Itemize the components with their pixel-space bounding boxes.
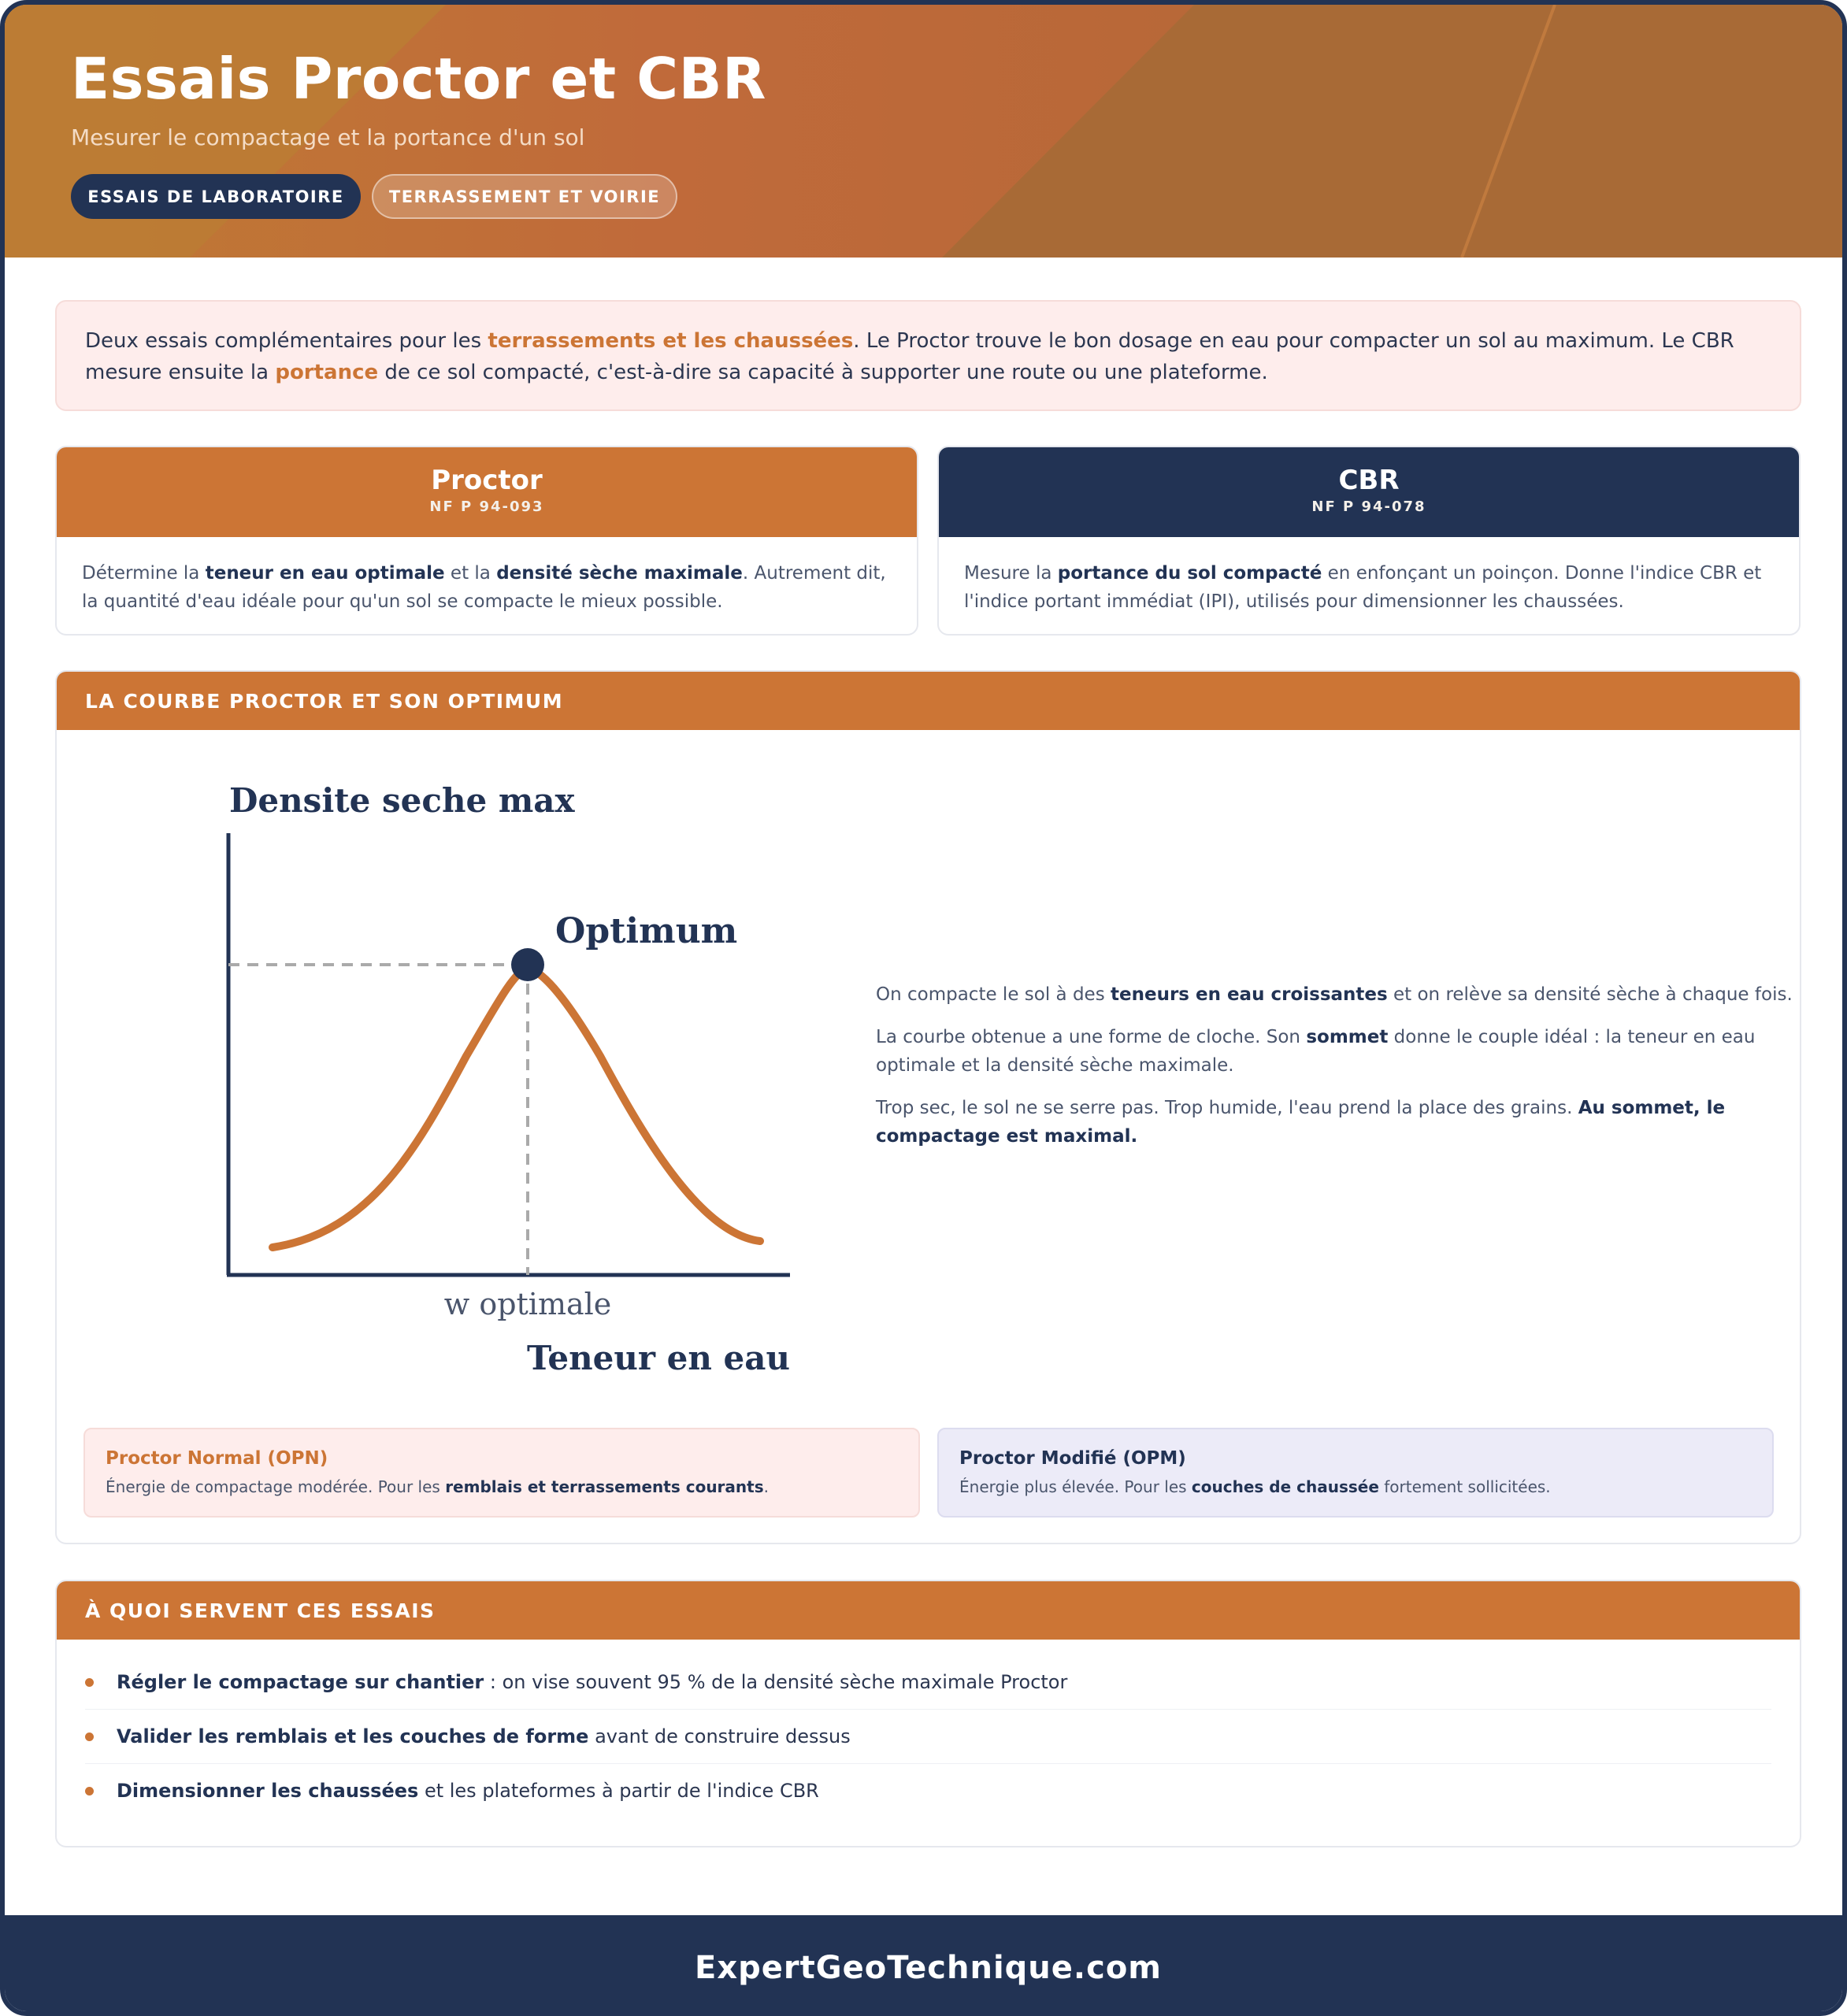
expl-bold: teneurs en eau croissantes xyxy=(1111,984,1388,1005)
bullet-icon xyxy=(85,1787,94,1796)
tag-terrassement: TERRASSEMENT ET VOIRIE xyxy=(372,174,677,219)
opm-title: Proctor Modifié (OPM) xyxy=(959,1448,1186,1469)
curve-section-title: LA COURBE PROCTOR ET SON OPTIMUM xyxy=(57,672,1800,730)
proctor-card-header xyxy=(57,447,917,537)
footer-brand: ExpertGeoTechnique.com xyxy=(5,1915,1847,2016)
w-optimal-label: w optimale xyxy=(443,1287,612,1321)
use-text: : on vise souvent 95 % de la densité sèche maximale Proctor xyxy=(484,1671,1068,1693)
opm-text: Énergie plus élevée. Pour les xyxy=(959,1477,1192,1496)
page-subtitle: Mesurer le compactage et la portance d'un sol xyxy=(71,124,585,150)
use-bold: Valider les remblais et les couches de forme xyxy=(117,1725,589,1747)
expl-text: On compacte le sol à des xyxy=(876,984,1111,1005)
cbr-title: CBR xyxy=(1338,465,1400,496)
opn-text: Énergie de compactage modérée. Pour les xyxy=(106,1477,446,1496)
uses-section-title: À QUOI SERVENT CES ESSAIS xyxy=(57,1581,1800,1640)
bullet-icon xyxy=(85,1678,94,1687)
use-text: avant de construire dessus xyxy=(588,1725,851,1747)
cbr-description xyxy=(939,537,1799,636)
proctor-description xyxy=(57,537,917,636)
expl-bold: sommet xyxy=(1306,1027,1389,1047)
cbr-bold: portance du sol compacté xyxy=(1057,563,1322,584)
cbr-card-header xyxy=(939,447,1799,537)
intro-highlight-portance: portance xyxy=(275,361,379,384)
proctor-bold: teneur en eau optimale xyxy=(205,563,445,584)
intro-text: de ce sol compacté, c'est-à-dire sa capacité à supporter une route ou une plateforme. xyxy=(378,361,1268,384)
proctor-title: Proctor xyxy=(431,465,543,496)
cbr-text: en enfonçant un poinçon. Donne l'indice CBR et l'indice portant immédiat (IPI), utilisés pour dimensionner les chaussées. xyxy=(964,563,1762,612)
proctor-modifie-box xyxy=(937,1428,1774,1518)
opm-text: fortement sollicitées. xyxy=(1378,1477,1551,1496)
explanation-paragraph-3 xyxy=(876,1094,1801,1151)
opm-description xyxy=(959,1475,1752,1499)
explanation-paragraph-2 xyxy=(876,1023,1801,1080)
expl-text: Trop sec, le sol ne se serre pas. Trop humide, l'eau prend la place des grains. xyxy=(876,1098,1578,1118)
opm-bold: couches de chaussée xyxy=(1191,1477,1379,1496)
cbr-text: Mesure la xyxy=(964,563,1058,584)
page-title: Essais Proctor et CBR xyxy=(71,46,766,112)
optimum-label: Optimum xyxy=(555,911,738,951)
intro-text: Deux essais complémentaires pour les xyxy=(85,329,488,353)
proctor-normal-box xyxy=(83,1428,920,1518)
expl-text: et on relève sa densité sèche à chaque fois. xyxy=(1387,984,1793,1005)
proctor-curve-section xyxy=(55,670,1801,1544)
expl-text: La courbe obtenue a une forme de cloche. Son xyxy=(876,1027,1307,1047)
proctor-card xyxy=(55,446,918,636)
proctor-text: Détermine la xyxy=(82,563,206,584)
intro-box xyxy=(55,300,1801,411)
opn-text: . xyxy=(763,1477,769,1496)
expl-bold: Au sommet, le compactage est maximal. xyxy=(876,1098,1726,1147)
proctor-bold: densité sèche maximale xyxy=(496,563,743,584)
expl-text: donne le couple idéal : la teneur en eau optimale et la densité sèche maximale. xyxy=(876,1027,1756,1076)
intro-text: . Le Proctor trouve le bon dosage en eau pour compacter un sol au maximum. Le CBR mesure ensuite la xyxy=(85,329,1734,384)
bullet-icon xyxy=(85,1732,94,1741)
use-bold: Régler le compactage sur chantier xyxy=(117,1671,484,1693)
tag-laboratoire: ESSAIS DE LABORATOIRE xyxy=(71,174,361,219)
curve-explanation xyxy=(876,980,1801,1165)
proctor-curve xyxy=(273,968,760,1247)
opn-description xyxy=(106,1475,898,1499)
cbr-card xyxy=(937,446,1801,636)
x-axis-label: Teneur en eau xyxy=(526,1339,790,1377)
proctor-norm: NF P 94-093 xyxy=(429,498,544,515)
use-text: et les plateformes à partir de l'indice CBR xyxy=(418,1780,819,1802)
opn-bold: remblais et terrassements courants xyxy=(445,1477,764,1496)
hero-banner xyxy=(5,5,1847,258)
proctor-text: . Autrement dit, la quantité d'eau idéale pour qu'un sol se compacte le mieux possible. xyxy=(82,563,886,612)
list-item xyxy=(85,1655,1771,1710)
proctor-curve-diagram xyxy=(57,672,844,1396)
opn-title: Proctor Normal (OPN) xyxy=(106,1448,328,1469)
use-bold: Dimensionner les chaussées xyxy=(117,1780,419,1802)
explanation-paragraph-1 xyxy=(876,980,1801,1009)
optimum-point xyxy=(511,948,544,981)
proctor-text: et la xyxy=(444,563,497,584)
cbr-norm: NF P 94-078 xyxy=(1311,498,1426,515)
uses-section xyxy=(55,1580,1801,1847)
y-axis-label: Densite seche max xyxy=(229,781,575,820)
intro-highlight-terrassements: terrassements et les chaussées xyxy=(488,329,854,353)
uses-list xyxy=(57,1640,1800,1818)
list-item xyxy=(85,1710,1771,1764)
list-item xyxy=(85,1764,1771,1818)
